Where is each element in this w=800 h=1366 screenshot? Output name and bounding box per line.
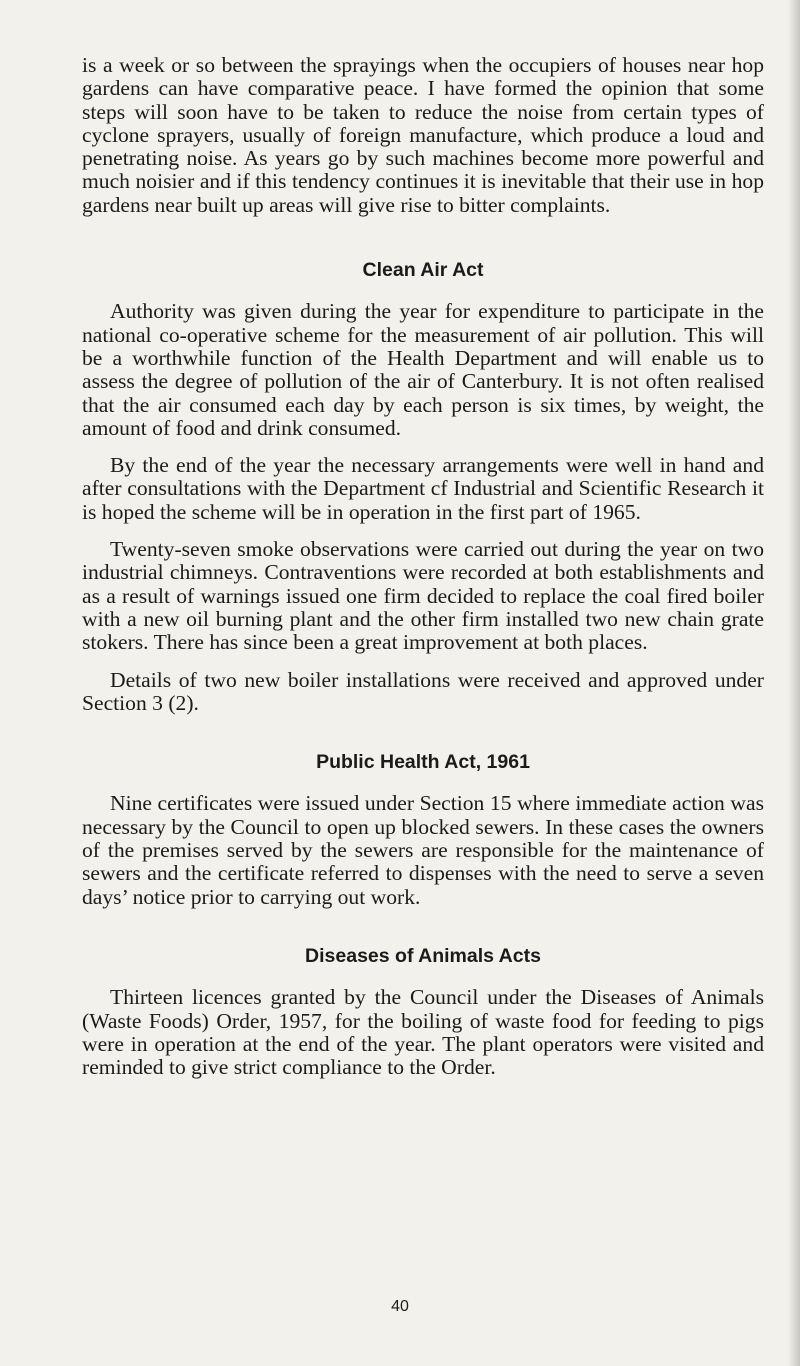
- clean-air-paragraph-3: Twenty-seven smoke observations were carried out during the year on two industrial chimneys. Contraventions were recorded at both establishments and as a result of warnings issued one firm decided to replace the coal fired boiler with a new oil burning plant and the other firm installed two new chain grate stokers. There has since been a great improvement at both places.: [82, 537, 764, 655]
- diseases-of-animals-paragraph-1: Thirteen licences granted by the Council under the Diseases of Animals (Waste Foods) Order, 1957, for the boiling of waste food for feeding to pigs were in operation at the end of the year. The plant operators were visited and reminded to give strict compliance to the Order.: [82, 985, 764, 1080]
- heading-clean-air-act: Clean Air Act: [362, 259, 484, 282]
- heading-public-health-act: Public Health Act, 1961: [316, 751, 530, 774]
- page-number: 40: [391, 1298, 409, 1315]
- text-column: [82, 54, 764, 1093]
- intro-paragraph: is a week or so between the sprayings when the occupiers of houses near hop gardens can have comparative peace. I have formed the opinion that some steps will soon have to be taken to reduce the noise from certain types of cyclone sprayers, usually of foreign manufacture, which produce a loud and penetrating noise. As years go by such machines become more powerful and much noisier and if this tendency continues it is inevitable that their use in hop gardens near built up areas will give rise to bitter complaints.: [82, 53, 764, 217]
- heading-diseases-of-animals-acts: Diseases of Animals Acts: [305, 944, 541, 967]
- clean-air-paragraph-1: Authority was given during the year for expenditure to participate in the national co-operative scheme for the measurement of air pollution. This will be a worthwhile function of the Health Department and will enable us to assess the degree of pollution of the air of Canterbury. It is not often realised that the air consumed each day by each person is six times, by weight, the amount of food and drink consumed.: [82, 299, 764, 440]
- clean-air-paragraph-4: Details of two new boiler installations were received and approved under Section 3 (2).: [82, 667, 764, 715]
- public-health-paragraph-1: Nine certificates were issued under Section 15 where immediate action was necessary by the Council to open up blocked sewers. In these cases the owners of the premises served by the sewers are responsible for the maintenance of sewers and the certificate referred to dispenses with the need to serve a seven days’ notice prior to carrying out work.: [82, 791, 764, 909]
- clean-air-paragraph-2: By the end of the year the necessary arrangements were well in hand and after consultations with the Department cf Industrial and Scientific Research it is hoped the scheme will be in operation in the first part of 1965.: [82, 453, 764, 524]
- page-edge-shadow: [788, 0, 800, 1366]
